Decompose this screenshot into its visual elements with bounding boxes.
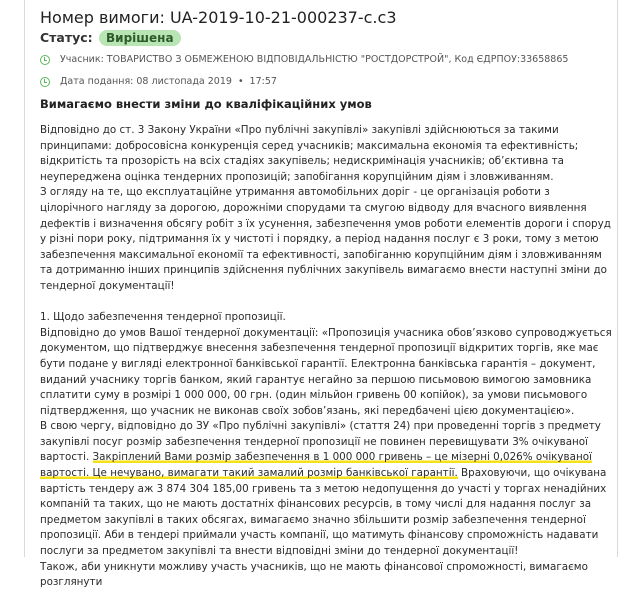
submitted-time: 17:57: [249, 76, 277, 87]
complaint-title: Вимагаємо внести зміни до кваліфікаційних умов: [40, 97, 372, 111]
status-label: Статус:: [40, 30, 93, 45]
blank-line: [40, 295, 612, 311]
paragraph: 1. Щодо забезпечення тендерної пропозиції.: [40, 311, 286, 324]
status-row: [40, 30, 181, 46]
highlighted-text: Закріплений Вами розмір забезпечення в 1 000 000 гривень – це мізерні 0,026% очікуваної вартості. Це нечувано, вимагати такий замалий розмір банківської гарантії.: [40, 451, 592, 480]
complaint-body: [40, 123, 612, 591]
paragraph: Також, аби уникнути можливу участь учасників, що не мають фінансової спроможності, вимагаємо розглянути: [40, 560, 588, 589]
paragraph-part: Враховуючи, що очікувана вартість тендеру аж 3 874 304 185,00 гривень та з метою недопущення до участі у торгах ненадійних компаній та таких, що не мають достатніх фінансових ресурсів, в тому числі для надання послуг за предметом закупівлі в таких обсягах, вимагаємо значно збільшити розмір забезпечення тендерної пропозиції. Аби в тендері приймали участь компанії, що матимуть фінансову спроможність надавати послуги за предметом закупівлі та внести відповідні зміни до тендерної документації!: [40, 467, 607, 558]
paragraph: З огляду на те, що експлуатаційне утримання автомобільних доріг - це організація роботи з цілорічного нагляду за дорогою, дорожніми спорудами та смугою відводу для вчасного виявлення дефектів і визначення обсягу робіт з їх усунення, забезпечення умов роботи елементів дороги і споруд у різні пори року, підтримання їх у чистоті і порядку, а період надання послуг є 3 роки, тому з метою забезпечення максимальної економії та ефективності, запобіганню корупційним діям і зловживанням та дотриманню інших принципів здійснення публічних закупівель вимагаємо внести наступні зміни до тендерної документації!: [40, 186, 611, 292]
status-badge: Вирішена: [99, 30, 181, 46]
paragraph: Відповідно до ст. 3 Закону України «Про публічні закупівлі» закупівлі здійснюються за такими принципами: добросовісна конкуренція серед учасників; максимальна економія та ефективність; відкритість та прозорість на всіх стадіях закупівель; недискримінація учасників; об’єктивна та неупереджена оцінка тендерних пропозицій; запобігання корупційним діям і зловживанням.: [40, 124, 579, 183]
check-circle-icon: [40, 77, 50, 87]
participant-text: Учасник: ТОВАРИСТВО З ОБМЕЖЕНОЮ ВІДПОВІДАЛЬНІСТЮ "РОСТДОРСТРОЙ", Код ЄДРПОУ:33658865: [60, 54, 569, 65]
submitted-row: [40, 76, 277, 87]
submitted-date: Дата подання: 08 листопада 2019: [60, 76, 232, 87]
participant-row: [40, 54, 568, 65]
check-circle-icon: [40, 55, 50, 65]
request-number: Номер вимоги: UA-2019-10-21-000237-c.c3: [40, 8, 397, 27]
separator-dot: •: [237, 76, 244, 87]
paragraph-part: В свою чергу, відповідно до ЗУ «Про публічні закупівлі» (стаття 24) при проведенні торгів з предмету закупівлі посуг розмір забезпечення тендерної пропозиції не повинен перевищувати 3% очікуваної вартості.: [40, 420, 601, 464]
paragraph: Відповідно до умов Вашої тендерної документації: «Пропозиція учасника обов’язково супроводжується документом, що підтверджує внесення забезпечення тендерної пропозиції відкритих торгів, яке має бути подане у вигляді електронної банківської гарантії. Електронна банківська гарантія – документ, виданий учаснику торгів банком, який гарантує негайно за першою письмовою вимогою замовника сплатити суму в розмірі 1 000 000, 00 грн. (один мільйон гривень 00 копійок), за умови письмового підтвердження, що учасник не виконав своїх зобов’язань, які передбачені цією документацією».: [40, 326, 612, 417]
paragraph-with-highlight: [40, 419, 612, 559]
